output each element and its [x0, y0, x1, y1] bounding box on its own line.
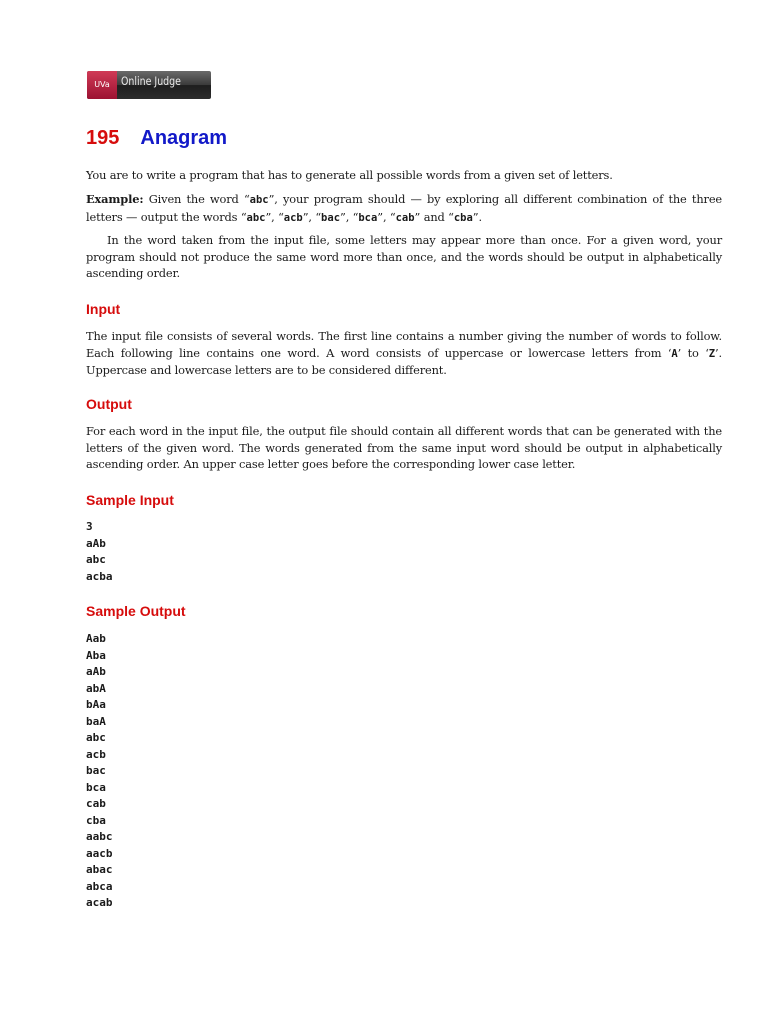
text: ’ to ‘ — [677, 345, 709, 360]
problem-title: Anagram — [140, 127, 228, 149]
code-word: abc — [249, 194, 269, 206]
sample-output-line: cba — [86, 813, 106, 827]
uva-online-judge-logo — [87, 71, 211, 99]
sample-input-heading: Sample Input — [86, 492, 174, 508]
sample-output-line: bac — [86, 764, 106, 777]
text: The input file consists of several words. The first line contains a number giving the number of words to follow. Each following line contains one word. A word consists of uppercase or lowercase letters from ‘ — [86, 329, 722, 360]
sample-output-line: abca — [86, 879, 113, 893]
code-letter: Z — [708, 347, 716, 360]
code-word: acb — [283, 211, 303, 224]
text: ’. Uppercase and lowercase letters are to be considered different. — [86, 345, 722, 377]
sample-output-line: abc — [86, 731, 106, 744]
code-word: cab — [395, 211, 415, 224]
code-word: bca — [358, 211, 378, 224]
sample-output-heading: Sample Output — [86, 603, 186, 619]
text: ”, “ — [265, 209, 284, 224]
sample-output-line: bAa — [86, 698, 106, 711]
sample-output-line: acb — [86, 747, 106, 761]
page-title — [86, 127, 227, 150]
text: Given the word “ — [143, 192, 250, 206]
text: ”, “ — [377, 209, 396, 224]
code-word: cba — [453, 211, 473, 224]
sample-input-line: abc — [86, 553, 106, 566]
output-paragraph: For each word in the input file, the output file should contain all different words that can be generated with the letters of the given word. The words generated from the same input word should be output in alphabetically ascending order. An upper case letter goes before the corresponding lower case letter. — [86, 424, 722, 471]
text: ” and “ — [414, 209, 454, 224]
code-word: abc — [246, 211, 266, 224]
input-heading: Input — [86, 301, 121, 317]
example-label: Example: — [86, 192, 144, 206]
sample-output-line: abac — [86, 863, 113, 876]
text: ”, “ — [340, 209, 359, 224]
sample-output-line: aacb — [86, 846, 113, 860]
note-paragraph: In the word taken from the input file, some letters may appear more than once. For a given word, your program should not produce the same word more than once, and the words should be output in alphabetically ascending order. — [86, 233, 722, 280]
output-heading: Output — [86, 396, 132, 412]
sample-output-line: Aab — [86, 632, 106, 645]
sample-output-line: cab — [86, 797, 106, 810]
sample-output-line: aAb — [86, 665, 106, 678]
logo-badge: UVa — [87, 71, 117, 99]
code-word: bac — [321, 211, 341, 224]
sample-input-line: aAb — [86, 536, 106, 550]
sample-output-line: Aba — [86, 648, 106, 662]
sample-output-line: baA — [86, 714, 106, 728]
sample-input-line: 3 — [86, 520, 93, 533]
problem-number: 195 — [86, 127, 120, 149]
text: ”. — [472, 209, 482, 224]
text: ”, your program should — by exploring all different combination of the three letters — output the words “ — [86, 192, 722, 224]
input-paragraph — [86, 328, 722, 379]
sample-input-line: acba — [86, 569, 113, 583]
sample-input-block — [86, 519, 113, 585]
sample-output-block — [86, 631, 113, 912]
sample-output-line: acab — [86, 896, 113, 909]
sample-output-line: abA — [86, 681, 106, 695]
intro-paragraph: You are to write a program that has to generate all possible words from a given set of letters. — [86, 168, 613, 182]
example-paragraph — [86, 191, 722, 226]
code-letter: A — [671, 347, 678, 360]
sample-output-line: aabc — [86, 830, 113, 843]
sample-output-line: bca — [86, 780, 106, 794]
text: ”, “ — [302, 209, 322, 224]
logo-text: Online Judge — [121, 74, 181, 88]
